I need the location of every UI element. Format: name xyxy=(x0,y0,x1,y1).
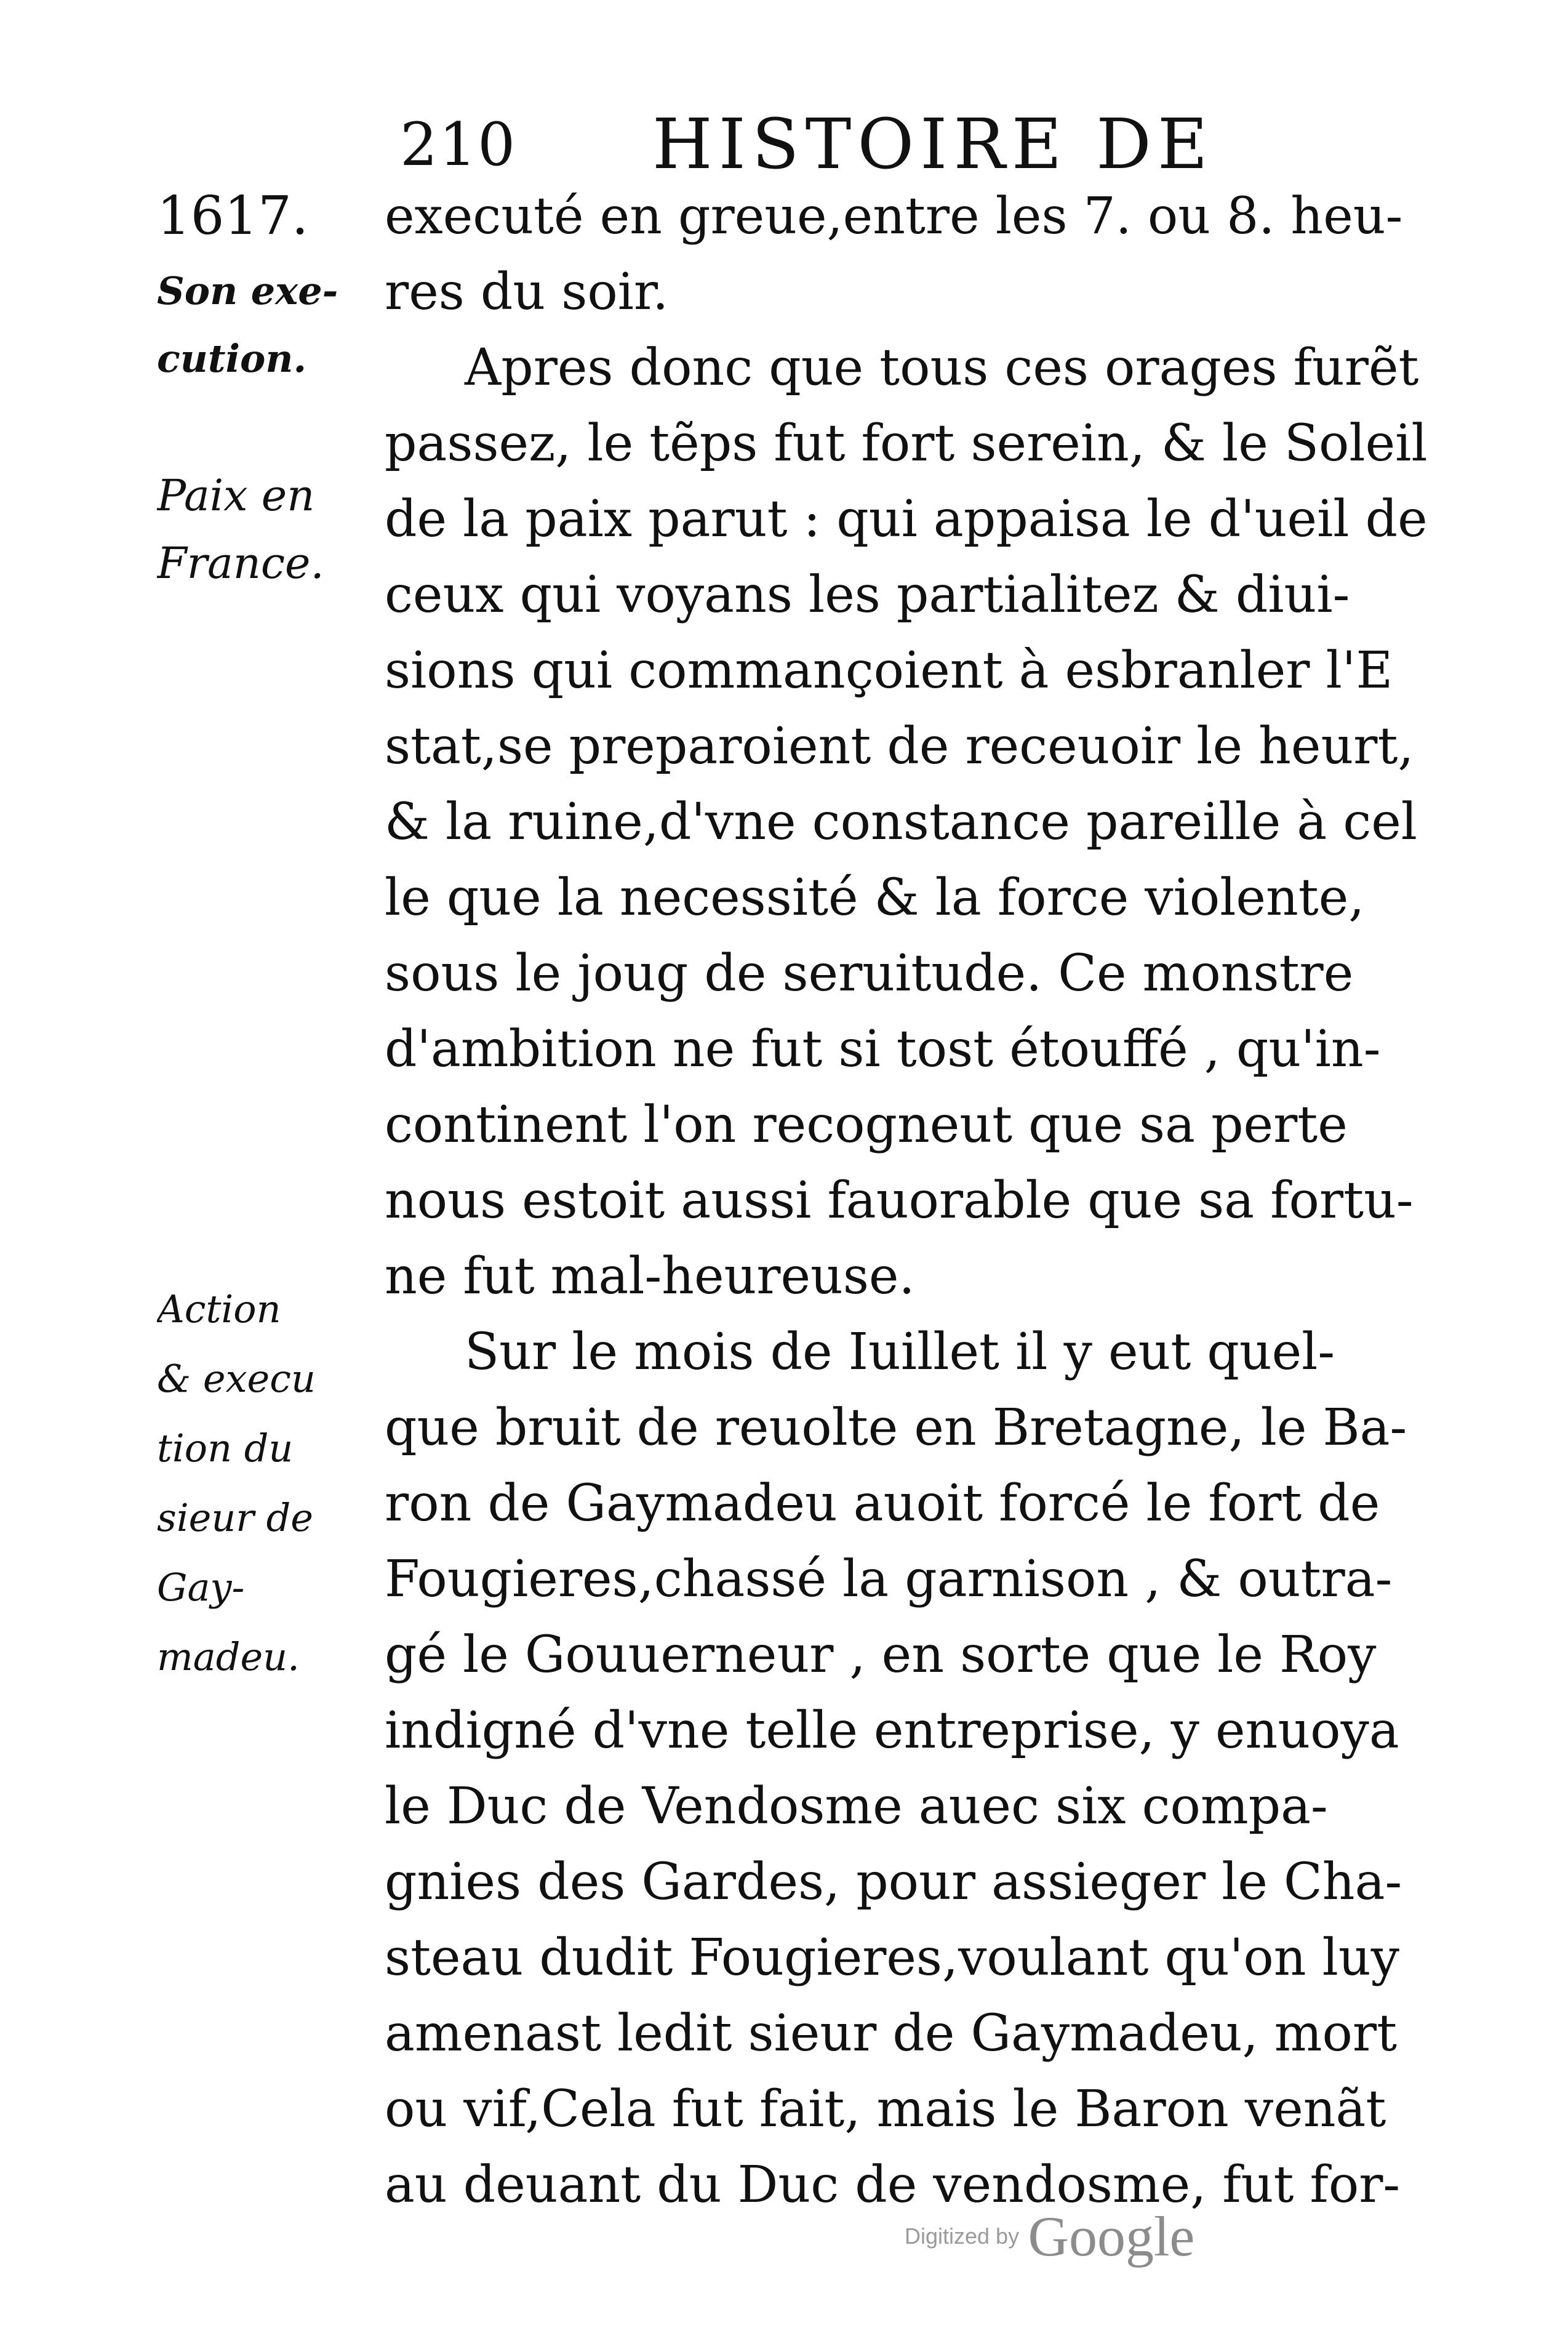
margin-note-line: sieur de xyxy=(157,1495,313,1540)
text-line: ceux qui voyans les partialitez & diui- xyxy=(385,566,1350,624)
text-line: stat,se preparoient de receuoir le heurt, xyxy=(385,717,1414,776)
margin-note-execution xyxy=(157,257,360,393)
text-line: le que la necessité & la force violente, xyxy=(385,869,1365,927)
running-title: HISTOIRE DE xyxy=(652,105,1214,185)
text-line: de la paix parut : qui appaisa le d'ueil de xyxy=(385,490,1428,548)
text-line: & la ruine,d'vne constance pareille à cel xyxy=(385,793,1417,851)
margin-year xyxy=(157,179,360,254)
text-line: indigné d'vne telle entreprise, y enuoya xyxy=(385,1701,1399,1760)
text-line-paragraph-start: Sur le mois de Iuillet il y eut quel- xyxy=(465,1323,1335,1381)
digitized-by-watermark xyxy=(905,2204,1194,2278)
text-line: ron de Gaymadeu auoit forcé le fort de xyxy=(385,1474,1380,1533)
margin-year-text: 1617. xyxy=(157,185,309,247)
text-line: Fougieres,chassé la garnison , & outra- xyxy=(385,1550,1393,1608)
text-line: continent l'on recogneut que sa perte xyxy=(385,1096,1348,1154)
text-line: gé le Gouuerneur , en sorte que le Roy xyxy=(385,1626,1377,1684)
text-line: sous le joug de seruitude. Ce monstre xyxy=(385,944,1354,1003)
text-line: res du soir. xyxy=(385,263,669,321)
margin-note-line: & execu xyxy=(157,1356,316,1401)
margin-note-line: Action xyxy=(157,1287,281,1331)
text-line: d'ambition ne fut si tost étouffé , qu'in- xyxy=(385,1020,1381,1078)
margin-note-line: tion du xyxy=(157,1426,294,1471)
text-line: gnies des Gardes, pour assieger le Cha- xyxy=(385,1853,1402,1911)
margin-note-line: cution. xyxy=(157,336,307,381)
text-line: ne fut mal-heureuse. xyxy=(385,1247,915,1306)
margin-note-line: France. xyxy=(157,538,324,588)
margin-note-line: Son exe- xyxy=(157,268,338,313)
text-line: que bruit de reuolte en Bretagne, le Ba- xyxy=(385,1399,1407,1457)
margin-note-paix xyxy=(157,462,360,597)
text-line: au deuant du Duc de vendosme, fut for- xyxy=(385,2156,1401,2214)
text-line: amenast ledit sieur de Gaymadeu, mort xyxy=(385,2004,1398,2063)
margin-note-line: madeu. xyxy=(157,1634,300,1679)
margin-note-line: Paix en xyxy=(157,470,315,521)
text-line: le Duc de Vendosme auec six compa- xyxy=(385,1777,1328,1836)
google-logo: Google xyxy=(1028,2205,1195,2268)
text-line: sions qui commançoient à esbranler l'E xyxy=(385,641,1393,700)
text-line: passez, le tẽps fut fort serein, & le Soleil xyxy=(385,414,1428,473)
digitized-by-text: Digitized by xyxy=(905,2223,1020,2249)
page-number: 210 xyxy=(400,110,517,179)
text-line: nous estoit aussi fauorable que sa fortu- xyxy=(385,1171,1414,1230)
text-line-paragraph-start: Apres donc que tous ces orages furẽt xyxy=(465,339,1419,397)
margin-note-line: Gay- xyxy=(157,1565,245,1610)
body-text xyxy=(385,179,1455,2223)
text-line: executé en greue,entre les 7. ou 8. heu- xyxy=(385,187,1403,246)
text-line: ou vif,Cela fut fait, mais le Baron venãt xyxy=(385,2080,1386,2138)
margin-note-gaymadeu xyxy=(157,1274,360,1692)
text-line: steau dudit Fougieres,voulant qu'on luy xyxy=(385,1929,1399,1987)
